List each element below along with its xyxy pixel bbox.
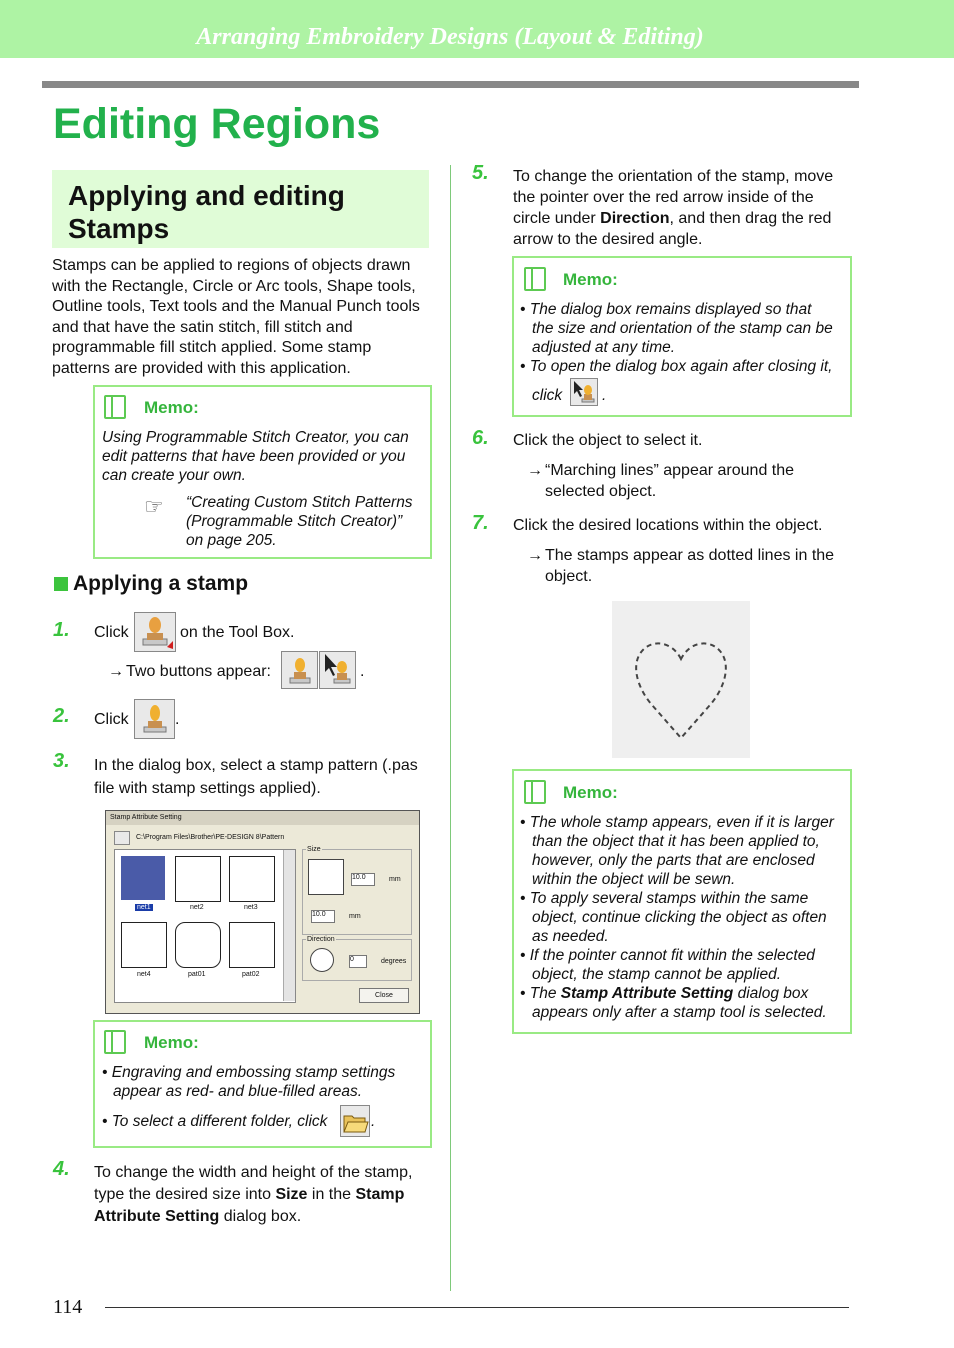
memo-3-tail: . [602, 387, 607, 404]
arrow-glyph: → [527, 547, 543, 564]
memo-line: dialog box [733, 985, 809, 1002]
memo-line: adjusted at any time. [532, 339, 676, 356]
memo-1-reference[interactable] [186, 493, 426, 550]
memo-line: can create your own. [102, 467, 246, 484]
reference-line: on page 205. [186, 532, 277, 549]
reference-line: “Creating Custom Stitch Patterns [186, 494, 413, 511]
dialog-path: C:\Program Files\Brother\PE-DESIGN 8\Pattern [136, 834, 285, 841]
stamp-tool-icon[interactable] [134, 612, 176, 652]
step-7-text: Click the desired locations within the object. [513, 517, 823, 534]
memo-title: Memo: [144, 1033, 199, 1052]
memo-line: • The [520, 985, 561, 1002]
step-line: , and then drag the red [669, 210, 832, 227]
step-line: type the desired size into [94, 1186, 276, 1203]
intro-line: and that have the satin stitch, fill stitch and [52, 318, 353, 336]
step-7-result [545, 546, 855, 587]
step-1-click: Click [94, 624, 129, 641]
step-1-tail: . [360, 663, 365, 680]
stamp-button-icon[interactable] [134, 699, 175, 739]
step-number: 6. [472, 427, 489, 449]
result-line: The stamps appear as dotted lines in the [545, 547, 835, 564]
pattern-thumb-pat01[interactable] [175, 922, 221, 968]
size-term: Size [275, 1186, 308, 1203]
step-number: 3. [53, 750, 70, 772]
memo-3-bullet-2: • To open the dialog box again after closing it, [520, 358, 833, 375]
width-unit: mm [389, 876, 401, 883]
memo-line: however, only the parts that are enclosed [532, 852, 815, 869]
step-6-text: Click the object to select it. [513, 432, 703, 449]
memo-line: • Engraving and embossing stamp settings [102, 1064, 396, 1081]
footer-rule [105, 1307, 849, 1308]
memo-title: Memo: [563, 270, 618, 289]
memo-line: appear as red- and blue-filled areas. [113, 1083, 363, 1100]
step-3-text [94, 754, 418, 800]
memo-icon [524, 267, 546, 291]
folder-icon[interactable] [114, 831, 130, 845]
memo-line: object, the stamp cannot be applied. [532, 966, 782, 983]
arrow-glyph: → [108, 663, 124, 680]
memo-line: as needed. [532, 928, 609, 945]
intro-line: with the Rectangle, Circle or Arc tools, Shape tools, [52, 277, 416, 295]
memo-line: edit patterns that have been provided or you [102, 448, 406, 465]
intro-line: Stamps can be applied to regions of objects drawn [52, 257, 411, 274]
step-2-click: Click [94, 711, 129, 728]
memo-2-bullet-2: • To select a different folder, click [102, 1113, 328, 1130]
step-line: dialog box. [219, 1208, 302, 1225]
memo-icon [104, 1030, 126, 1054]
memo-line: • The dialog box remains displayed so that [520, 301, 812, 318]
stamp-edit-button-icon[interactable] [570, 378, 598, 406]
intro-line: Outline tools, Text tools and the Manual Punch tools [52, 298, 420, 315]
direction-label: Direction [307, 936, 335, 943]
chapter-title: Arranging Embroidery Designs (Layout & Editing) [196, 24, 704, 50]
stamp-attribute-dialog [105, 810, 420, 1014]
angle-field[interactable]: 0 [349, 955, 367, 968]
step-2-tail: . [175, 711, 180, 728]
pattern-label: pat02 [242, 971, 260, 978]
direction-term: Direction [600, 210, 670, 227]
page-number: 114 [53, 1296, 83, 1318]
size-preview [308, 859, 344, 895]
memo-line: within the object will be sewn. [532, 871, 736, 888]
step-5-text [513, 166, 858, 250]
intro-paragraph [52, 256, 432, 379]
pattern-label: pat01 [188, 971, 206, 978]
size-label: Size [307, 846, 321, 853]
column-divider [450, 165, 451, 1291]
step-number: 2. [53, 705, 70, 727]
step-1-text: on the Tool Box. [180, 624, 295, 641]
page-title: Editing Regions [53, 100, 381, 148]
step-line: file with stamp settings applied). [94, 780, 321, 797]
subheading-square-icon [54, 577, 68, 591]
reference-hand-icon: ☞ [144, 494, 164, 519]
memo-line: Using Programmable Stitch Creator, you can [102, 429, 409, 446]
memo-line: • To apply several stamps within the same [520, 890, 809, 907]
memo-line: appears only after a stamp tool is selected. [532, 1004, 827, 1021]
pattern-list-scrollbar[interactable] [283, 850, 295, 1001]
memo-3-bullet-1 [520, 300, 845, 357]
height-unit: mm [349, 913, 361, 920]
memo-icon [104, 395, 126, 419]
step-line: To change the width and height of the stamp, [94, 1164, 413, 1181]
step-1-result: Two buttons appear: [126, 663, 271, 680]
memo-line: • If the pointer cannot fit within the selected [520, 947, 815, 964]
step-line: arrow to the desired angle. [513, 231, 703, 248]
dotted-heart-illustration [612, 601, 750, 758]
pattern-thumb-net1[interactable] [121, 856, 165, 900]
pattern-label: net1 [137, 904, 151, 911]
close-button[interactable]: Close [359, 988, 409, 1003]
memo-4-text [520, 813, 845, 1022]
intro-line: patterns are provided with this application. [52, 359, 351, 377]
heart-stamp-icon [612, 601, 750, 758]
width-field[interactable]: 10.0 [351, 873, 375, 886]
result-line: “Marching lines” appear around the [545, 462, 795, 479]
step-number: 7. [472, 512, 489, 534]
memo-title: Memo: [144, 398, 199, 417]
dialog-term: Stamp [355, 1186, 405, 1203]
dialog-term: Attribute Setting [94, 1208, 220, 1225]
memo-line: • The whole stamp appears, even if it is larger [520, 814, 834, 831]
pattern-label: net2 [190, 904, 204, 911]
step-line: To change the orientation of the stamp, move [513, 168, 834, 185]
step-line: in the [307, 1186, 356, 1203]
memo-icon [524, 780, 546, 804]
memo-line: object, continue clicking the object as often [532, 909, 827, 926]
stamp-edit-button-icon[interactable] [319, 651, 356, 689]
memo-1-text [102, 428, 427, 485]
pattern-thumb-net3[interactable] [229, 856, 275, 902]
step-line: In the dialog box, select a stamp pattern (.pas [94, 757, 418, 774]
dialog-term: Stamp Attribute Setting [560, 985, 734, 1002]
pattern-label: net4 [137, 971, 151, 978]
open-folder-icon[interactable] [340, 1105, 370, 1137]
stamp-button-icon[interactable] [281, 651, 318, 689]
step-number: 1. [53, 619, 70, 641]
angle-unit: degrees [381, 958, 407, 965]
memo-2-bullet-1 [102, 1063, 427, 1101]
pattern-label: net3 [244, 904, 258, 911]
step-number: 4. [53, 1158, 70, 1180]
memo-3-click: click [532, 387, 563, 404]
step-6-result [545, 461, 855, 502]
subheading: Applying a stamp [73, 572, 249, 595]
direction-dial[interactable] [310, 948, 334, 972]
dialog-title: Stamp Attribute Setting [110, 814, 182, 821]
intro-line: programmable fill stitch applied. Some stamp [52, 339, 372, 356]
memo-2-tail: . [371, 1113, 376, 1130]
title-rule [42, 81, 859, 88]
pattern-thumb-pat02[interactable] [229, 922, 275, 968]
memo-title: Memo: [563, 783, 618, 802]
memo-line: the size and orientation of the stamp can be [532, 320, 833, 337]
pattern-thumb-net4[interactable] [121, 922, 167, 968]
step-line: the pointer over the red arrow inside of the [513, 189, 814, 206]
step-number: 5. [472, 162, 489, 184]
arrow-glyph: → [527, 462, 543, 479]
step-line: circle under [513, 210, 601, 227]
result-line: selected object. [545, 482, 657, 500]
step-4-text [94, 1162, 439, 1228]
reference-line: (Programmable Stitch Creator)” [186, 513, 403, 530]
memo-line: than the object that it has been applied to, [532, 833, 820, 850]
section-title: Applying and editing Stamps [68, 180, 345, 244]
pattern-thumb-net2[interactable] [175, 856, 221, 902]
pattern-list[interactable] [114, 849, 296, 1003]
height-field[interactable]: 10.0 [311, 910, 335, 923]
result-line: object. [545, 567, 593, 585]
